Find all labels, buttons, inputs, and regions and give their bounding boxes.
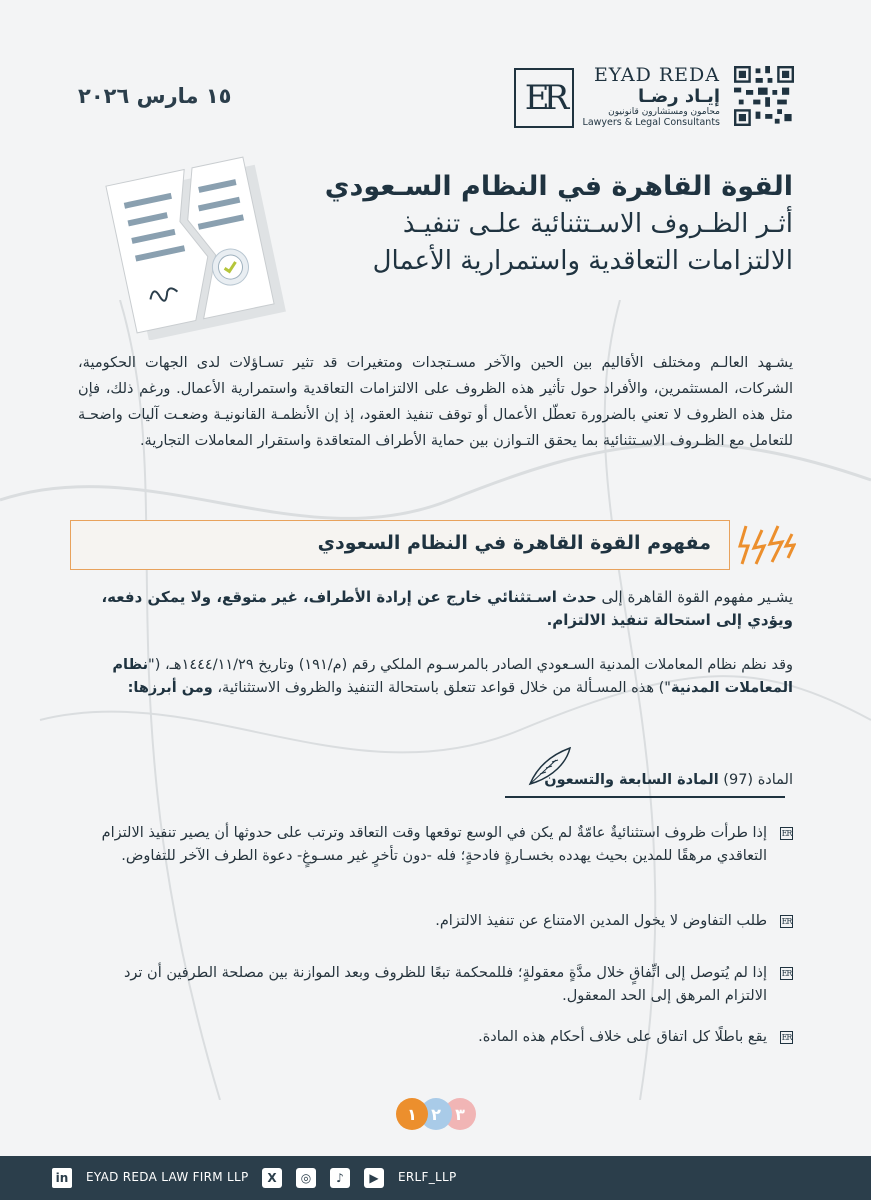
- logo-subtitle-ar: محامون ومستشارون قانونيون: [608, 107, 720, 117]
- page-2-indicator[interactable]: ٢: [420, 1098, 452, 1130]
- tiktok-icon[interactable]: ♪: [330, 1168, 350, 1188]
- list-item-text: يقع باطلًا كل اتفاق على خلاف أحكام هذه المادة.: [478, 1029, 767, 1045]
- footer-social-handle: ERLF_LLP: [398, 1170, 457, 1184]
- section-title: مفهوم القوة القاهرة في النظام السعودي: [317, 532, 711, 554]
- logo-name-ar: إيـاد رضـا: [637, 86, 720, 107]
- page-3-indicator[interactable]: ٣: [444, 1098, 476, 1130]
- instagram-icon[interactable]: ◎: [296, 1168, 316, 1188]
- law-highlights-bold: ومن أبرزها:: [127, 680, 213, 696]
- article-underline: [505, 796, 785, 798]
- linkedin-icon[interactable]: in: [52, 1168, 72, 1188]
- er-bullet-icon: ER: [781, 969, 792, 978]
- law-name-bold: نظام المعاملات المدنية: [112, 657, 793, 696]
- law-text-2: ") هذه المسـألة من خلال قواعد تتعلق باستحالة التنفيذ والظروف الاستثنائية،: [217, 680, 671, 696]
- torn-contract-illustration: [90, 150, 290, 340]
- youtube-icon[interactable]: ▶: [364, 1168, 384, 1188]
- section-header: [70, 520, 730, 570]
- er-bullet-icon: ER: [781, 917, 792, 926]
- logo-name-en: EYAD REDA: [593, 64, 720, 86]
- footer-bar: [0, 1156, 871, 1200]
- x-icon[interactable]: X: [262, 1168, 282, 1188]
- definition-paragraph: [78, 586, 793, 632]
- intro-paragraph: يشـهد العالـم ومختلف الأقاليم بين الحين والآخر مسـتجدات ومتغيرات قد تثير تسـاؤلات لدى الجهات الحكومية، الشركات، المستثمرين، والأفراد حول تأثير هذه الظروف على الالتزامات التعاقدية واستمرارية الأعمال. ورغم ذلك، فإن مثل هذه الظروف لا تعني بالضرورة تعطّل الأعمال أو توقف تنفيذ العقود، إذ إن الأنظمـة القانونيـة وضعـت آليات واضحـة للتعامل مع الظـروف الاسـتثنائية بما يحقق التـوازن بين حماية الأطراف المتعاقدة واستقرار المعاملات التجارية.: [78, 355, 793, 449]
- firm-logo-text: [580, 64, 720, 128]
- logo-subtitle-en: Lawyers & Legal Consultants: [582, 117, 720, 128]
- list-item-text: طلب التفاوض لا يخول المدين الامتناع عن تنفيذ الالتزام.: [435, 913, 767, 929]
- definition-text: يشـير مفهوم القوة القاهرة إلى: [601, 588, 793, 606]
- title-line-2: أثـر الظـروف الاسـتثنائية علـى تنفيـذ: [402, 209, 793, 239]
- list-item-text: إذا طرأت ظروف استثنائيةٌ عامّةٌ لم يكن في الوسع توقعها وقت التعاقد وترتب على حدوثها أن يصير تنفيذ الالتزام التعاقدي مرهقًا للمدين بحيث يهدده بخسـارةٍ فادحةٍ؛ فله -دون تأخرٍ غير مسـوغٍ- دعوة الطرف الآخر للتفاوض.: [101, 825, 767, 864]
- document-date: ١٥ مارس ٢٠٢٦: [78, 84, 232, 108]
- list-item: [78, 822, 793, 868]
- list-item: [78, 962, 793, 1008]
- title-line-1: القوة القاهرة في النظام السـعودي: [324, 171, 793, 202]
- qr-code-icon[interactable]: [734, 66, 794, 126]
- footer-firm-name: EYAD REDA LAW FIRM LLP: [86, 1170, 249, 1184]
- er-bullet-icon: ER: [781, 829, 792, 838]
- definition-bold: حدث اسـتثنائي خارج عن إرادة الأطراف، غير متوقع، ولا يمكن دفعه، ويؤدي إلى استحالة تنفيذ الالتزام.: [101, 588, 793, 629]
- article-label: المادة (97): [723, 772, 793, 788]
- law-paragraph: [78, 654, 793, 700]
- title-line-3: الالتزامات التعاقدية واستمرارية الأعمال: [372, 246, 793, 276]
- lightning-icon: [738, 520, 796, 570]
- list-item: [78, 910, 793, 933]
- page-1-indicator[interactable]: ١: [396, 1098, 428, 1130]
- document-title: [273, 168, 793, 280]
- law-text-1: وقد نظم نظام المعاملات المدنية السـعودي الصادر بالمرسـوم الملكي رقم (م/١٩١) وتاريخ ١٤٤٤/١١/٢٩هـ، (": [148, 657, 793, 673]
- er-bullet-icon: ER: [781, 1033, 792, 1042]
- firm-logo: [514, 68, 574, 128]
- logo-monogram: ER: [524, 78, 564, 118]
- list-item-text: إذا لم يُتوصل إلى اتِّفاقٍ خلال مدَّةٍ معقولةٍ؛ فللمحكمة تبعًا للظروف وبعد الموازنة بين مصلحة الطرفين أن ترد الالتزام المرهق إلى الحد المعقول.: [123, 965, 767, 1004]
- pagination: [396, 1098, 476, 1132]
- article-heading: [544, 772, 793, 788]
- article-title: المادة السابعة والتسعون: [544, 772, 719, 788]
- list-item: [78, 1026, 793, 1049]
